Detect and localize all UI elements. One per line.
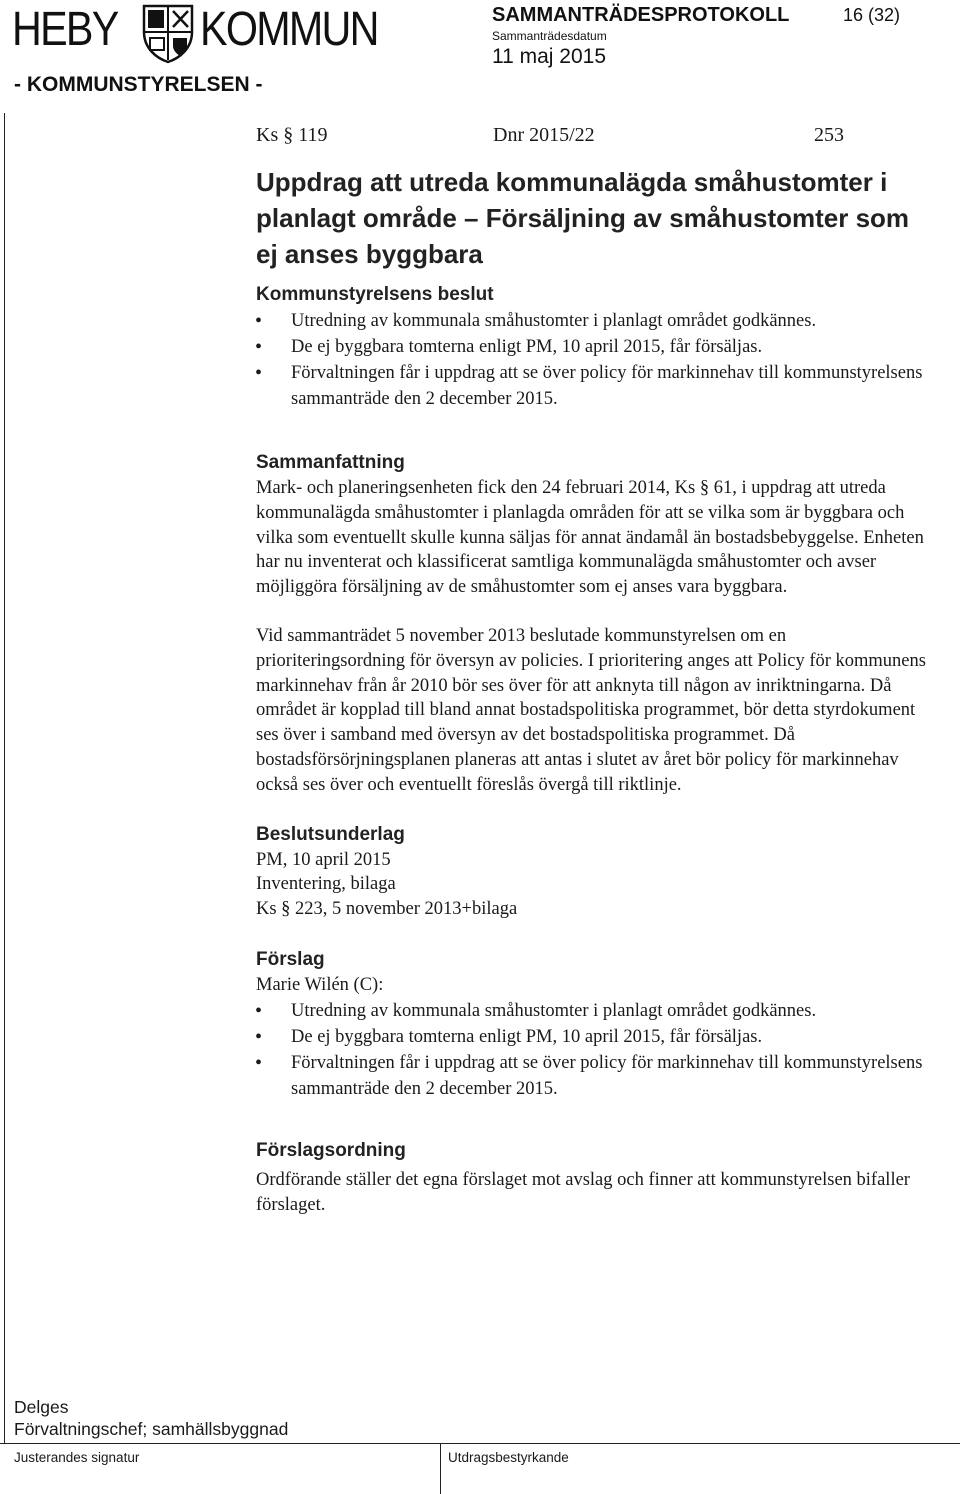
beslutsunderlag-heading: Beslutsunderlag (256, 823, 405, 845)
list-item: • Förvaltningen får i uppdrag att se över policy för markinnehav till kommunstyrelsens sammanträde den 2 december 2015. (256, 360, 936, 412)
summary-paragraph: Mark- och planeringsenheten fick den 24 februari 2014, Ks § 61, i uppdrag att utreda kommunalägda småhustomter i planlagda områden för att se vilka som är byggbara och vilka som eventuellt skulle kunna säljas för annat ändamål än bostadsbebyggelse. Enheten har nu inventerat och klassificerat samtliga kommunalägda småhustomter och avser möjliggöra försäljning av de småhustomter som ej anses vara byggbara. (256, 478, 924, 598)
delges-label: Delges (14, 1397, 69, 1417)
list-item: • Förvaltningen får i uppdrag att se över policy för markinnehav till kommunstyrelsens sammanträde den 2 december 2015. (256, 1050, 936, 1102)
proposal-author: Marie Wilén (C): (256, 974, 384, 995)
delges-block (14, 1396, 288, 1440)
beslut-heading: Kommunstyrelsens beslut (256, 284, 494, 305)
forslag-list (256, 998, 936, 1102)
case-code: 253 (814, 124, 844, 146)
protocol-title: SAMMANTRÄDESPROTOKOLL (492, 4, 790, 26)
delges-recipient: Förvaltningschef; samhällsbyggnad (14, 1419, 289, 1439)
certification-label: Utdragsbestyrkande (448, 1450, 569, 1465)
list-item: • De ej byggbara tomterna enligt PM, 10 april 2015, får försäljas. (256, 1024, 936, 1050)
list-item: • De ej byggbara tomterna enligt PM, 10 april 2015, får försäljas. (256, 334, 936, 360)
signature-label: Justerandes signatur (14, 1450, 140, 1465)
sammanfattning-heading: Sammanfattning (256, 452, 405, 473)
logo-text-heby: HEBY (12, 3, 118, 56)
page-number: 16 (32) (842, 5, 900, 25)
left-margin-rule (4, 113, 5, 1443)
case-title: Uppdrag att utreda kommunalägda småhustomter i planlagt område – Försäljning av småhustomter som ej anses byggbara (256, 167, 910, 269)
list-item: • Utredning av kommunala småhustomter i planlagt området godkännes. (256, 998, 936, 1024)
date-label: Sammanträdesdatum (492, 29, 607, 43)
list-item: • Utredning av kommunala småhustomter i planlagt området godkännes. (256, 308, 936, 334)
forslag-heading: Förslag (256, 948, 325, 970)
case-content (256, 120, 936, 1217)
underlag-line: PM, 10 april 2015 (256, 849, 391, 870)
underlag-line: Inventering, bilaga (256, 874, 396, 895)
forslagsordning-heading: Förslagsordning (256, 1139, 406, 1161)
footer-divider (440, 1443, 441, 1494)
footer-rule (0, 1443, 960, 1444)
beslut-list (256, 308, 936, 412)
forslagsordning-text: Ordförande ställer det egna förslaget mot avslag och finner att kommunstyrelsen bifaller förslaget. (256, 1169, 910, 1215)
meeting-date: 11 maj 2015 (492, 45, 607, 68)
heby-coat-of-arms-icon (140, 2, 196, 64)
diary-number: Dnr 2015/22 (493, 124, 595, 146)
summary-paragraph: Vid sammanträdet 5 november 2013 beslutade kommunstyrelsen om en prioriteringsordning för översyn av policies. I prioritering anges att Policy för kommunens markinnehav från år 2010 bör ses över för att anknyta till någon av inriktningarna. Då området är kopplad till bland annat bostadspolitiska programmet, bör detta styrdokument ses över i samband med översyn av det bostadspolitiska programmet. Då bostadsförsörjningsplanen planeras att antas i slutet av året bör policy för markinnehav också ses över och eventuellt föreslås övergå till riktlinje. (256, 625, 926, 795)
logo-text-kommun: KOMMUN (200, 3, 378, 56)
paragraph-number: Ks § 119 (256, 124, 328, 146)
case-reference-row (256, 120, 936, 150)
underlag-line: Ks § 223, 5 november 2013+bilaga (256, 899, 518, 920)
department-name: - KOMMUNSTYRELSEN - (14, 73, 263, 96)
